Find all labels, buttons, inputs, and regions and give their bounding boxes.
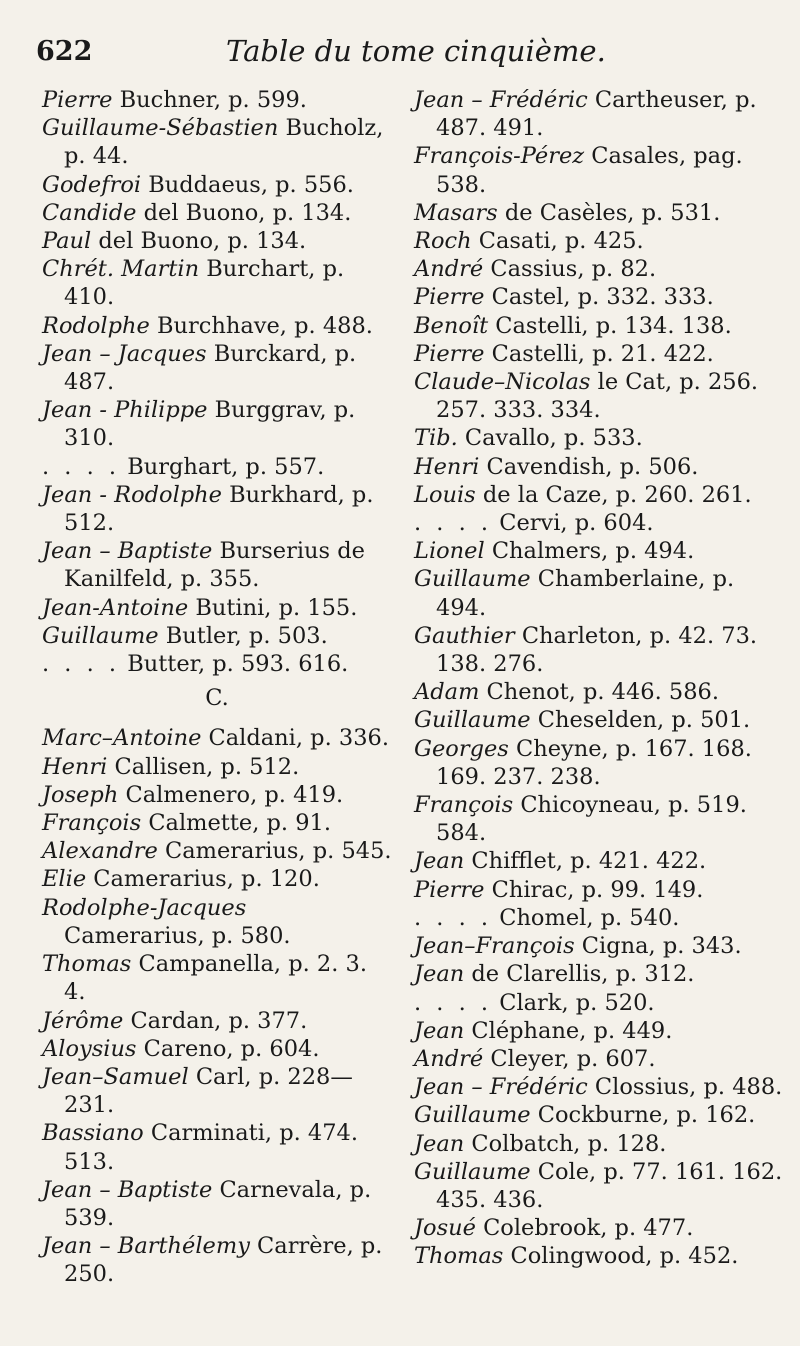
entry-given-name: Jean - Rodolphe (42, 481, 222, 508)
index-entry (414, 1017, 786, 1045)
entry-given-name: François-Pérez (414, 143, 585, 170)
entry-given-name: Guillaume (414, 1102, 531, 1129)
entry-surname-pages: Cleyer, p. 607. (483, 1045, 656, 1072)
index-entry (42, 171, 392, 199)
entry-surname-pages: Burkhard, p. 512. (64, 481, 374, 537)
entry-given-name: Alexandre (42, 838, 158, 865)
entry-surname-pages: Cléphane, p. 449. (464, 1017, 673, 1044)
entry-surname-pages: Callisen, p. 512. (107, 753, 300, 780)
index-entry (42, 809, 392, 837)
entry-surname-pages: Castelli, p. 134. 138. (488, 312, 732, 339)
index-entry (414, 453, 786, 481)
entry-surname-pages: Burggrav, p. 310. (64, 397, 356, 452)
index-entry (414, 481, 786, 509)
entry-surname-pages: Cheyne, p. 167. 168. 169. 237. 238. (436, 735, 752, 790)
entry-given-name: Jean (414, 1017, 465, 1044)
index-entry (414, 1101, 786, 1129)
entry-given-name: Thomas (42, 951, 132, 978)
entry-given-name: Adam (414, 679, 480, 706)
index-entry (42, 650, 392, 678)
index-entry (414, 706, 786, 734)
entry-surname-pages: Butter, p. 593. 616. (120, 651, 349, 678)
index-entry (414, 932, 786, 960)
entry-surname-pages: Chenot, p. 446. 586. (479, 679, 720, 706)
index-entry (414, 989, 786, 1017)
index-entry (42, 837, 392, 865)
entry-given-name: André (414, 1045, 484, 1072)
index-entry (42, 312, 392, 340)
entry-surname-pages: Camerarius, p. 545. (157, 838, 392, 865)
index-entry (414, 142, 786, 198)
index-entry (42, 1035, 392, 1063)
entry-given-name: . . . . (414, 510, 493, 537)
entry-surname-pages: Clark, p. 520. (492, 989, 655, 1016)
index-entry (414, 537, 786, 565)
index-entry (42, 396, 392, 452)
entry-surname-pages: Colingwood, p. 452. (503, 1243, 739, 1270)
index-entry (414, 904, 786, 932)
index-entry (42, 453, 392, 481)
entry-given-name: Guillaume (414, 1158, 531, 1185)
index-column-left (42, 86, 392, 1289)
entry-given-name: Masars (414, 199, 498, 226)
entry-given-name: . . . . (414, 989, 493, 1016)
entry-given-name: Jean – Baptiste (42, 538, 213, 565)
entry-surname-pages: Charleton, p. 42. 73. 138. 276. (436, 622, 758, 678)
entry-given-name: . . . . (414, 904, 493, 931)
entry-given-name: . . . . (42, 453, 121, 480)
entry-surname-pages: Buddaeus, p. 556. (141, 171, 354, 198)
index-entry (42, 865, 392, 893)
index-entry (414, 199, 786, 227)
index-entry (414, 227, 786, 255)
entry-given-name: André (414, 256, 484, 283)
entry-given-name: Pierre (414, 876, 485, 903)
index-entry (414, 283, 786, 311)
entry-given-name: Jean (414, 961, 465, 988)
entry-given-name: Chrét. Martin (42, 256, 200, 283)
entry-given-name: Jérôme (42, 1007, 124, 1034)
entry-surname-pages: Cole, p. 77. 161. 162. 435. 436. (436, 1158, 783, 1213)
index-entry (414, 1045, 786, 1073)
entry-surname-pages: Cheselden, p. 501. (530, 707, 751, 734)
entry-surname-pages: Cartheuser, p. 487. 491. (436, 87, 757, 142)
index-entry (414, 255, 786, 283)
entry-surname-pages: Chamberlaine, p. 494. (436, 566, 735, 621)
entry-surname-pages: Cavallo, p. 533. (457, 425, 643, 452)
index-entry (414, 368, 786, 424)
entry-surname-pages: Calmenero, p. 419. (118, 781, 344, 808)
entry-given-name: Lionel (414, 538, 485, 565)
entry-surname-pages: del Buono, p. 134. (136, 199, 352, 226)
entry-given-name: Elie (42, 866, 87, 893)
entry-surname-pages: Burckard, p. 487. (64, 340, 357, 396)
entry-surname-pages: Colebrook, p. 477. (475, 1215, 694, 1242)
entry-surname-pages: Carl, p. 228—231. (64, 1063, 353, 1119)
index-entry (414, 509, 786, 537)
entry-given-name: Jean–Samuel (42, 1063, 189, 1090)
index-entry (42, 340, 392, 396)
entry-given-name: François (42, 810, 142, 837)
entry-given-name: Jean – Frédéric (414, 1074, 588, 1101)
entry-given-name: Paul (42, 228, 92, 255)
entry-surname-pages: Camerarius, p. 120. (86, 866, 320, 893)
index-entry (42, 753, 392, 781)
entry-surname-pages: Castelli, p. 21. 422. (484, 340, 714, 367)
entry-surname-pages: Carrère, p. 250. (64, 1233, 383, 1288)
index-entry (414, 847, 786, 875)
entry-given-name: Guillaume (414, 566, 531, 593)
entry-surname-pages: Cockburne, p. 162. (530, 1102, 756, 1129)
entry-surname-pages: Cigna, p. 343. (574, 933, 742, 960)
index-entry (414, 1158, 786, 1214)
entry-given-name: Rodolphe (42, 312, 150, 339)
entry-surname-pages: Bucholz, p. 44. (64, 115, 384, 170)
index-entry (414, 622, 786, 678)
index-entry (42, 781, 392, 809)
entry-given-name: Bassiano (42, 1120, 144, 1147)
entry-given-name: Claude–Nicolas (414, 369, 591, 396)
entry-surname-pages: de la Caze, p. 260. 261. (475, 481, 752, 508)
entry-given-name: Jean – Frédéric (414, 87, 588, 113)
entry-surname-pages: Carnevala, p. 539. (64, 1176, 372, 1231)
entry-given-name: François (414, 792, 514, 819)
entry-surname-pages: del Buono, p. 134. (91, 228, 307, 255)
entry-given-name: Jean (414, 1130, 465, 1157)
entry-given-name: Aloysius (42, 1035, 137, 1062)
entry-given-name: Jean-Antoine (42, 594, 189, 621)
entry-surname-pages: Caldani, p. 336. (201, 725, 389, 752)
index-entry (42, 724, 392, 752)
entry-surname-pages: Chifflet, p. 421. 422. (464, 848, 707, 875)
entry-surname-pages: Buchner, p. 599. (112, 87, 307, 113)
index-entry (42, 894, 392, 950)
entry-surname-pages: Butler, p. 503. (158, 622, 328, 649)
index-entry (42, 199, 392, 227)
entry-surname-pages: Clossius, p. 488. (587, 1074, 783, 1101)
entry-given-name: Jean – Jacques (42, 340, 207, 367)
running-title: Table du tome cinquième. (226, 34, 606, 68)
index-entry (42, 481, 392, 537)
entry-given-name: Jean - Philippe (42, 397, 208, 424)
entry-given-name: Rodolphe-Jacques (42, 894, 247, 921)
index-entry (414, 1242, 786, 1270)
index-entry (414, 735, 786, 791)
entry-surname-pages: le Cat, p. 256. 257. 333. 334. (436, 369, 759, 424)
entry-surname-pages: Careno, p. 604. (136, 1035, 320, 1062)
entry-given-name: Joseph (42, 781, 119, 808)
entry-given-name: Jean–François (414, 933, 575, 960)
entry-surname-pages: Cassius, p. 82. (483, 256, 657, 283)
entry-surname-pages: Cervi, p. 604. (492, 510, 654, 537)
index-entry (414, 678, 786, 706)
entry-given-name: Henri (414, 453, 480, 480)
entry-given-name: Godefroi (42, 171, 142, 198)
index-entry (414, 565, 786, 621)
index-entry (42, 950, 392, 1006)
index-entry (42, 86, 392, 114)
entry-surname-pages: Chicoyneau, p. 519. 584. (436, 792, 747, 847)
entry-given-name: Guillaume (42, 622, 159, 649)
entry-surname-pages: de Clarellis, p. 312. (464, 961, 695, 988)
entry-surname-pages: de Casèles, p. 531. (497, 199, 721, 226)
index-entry (414, 1214, 786, 1242)
entry-given-name: Thomas (414, 1243, 504, 1270)
entry-given-name: Pierre (414, 340, 485, 367)
entry-given-name: Louis (414, 481, 476, 508)
entry-given-name: Pierre (414, 284, 485, 311)
index-entry (414, 340, 786, 368)
index-entry (414, 86, 786, 142)
entry-given-name: Benoît (414, 312, 489, 339)
index-entry (42, 114, 392, 170)
index-entry (414, 960, 786, 988)
entry-given-name: Guillaume-Sébastien (42, 115, 279, 142)
index-entry (414, 424, 786, 452)
entry-given-name: Pierre (42, 87, 113, 113)
entry-surname-pages: Camerarius, p. 580. (64, 922, 291, 949)
index-entry (42, 227, 392, 255)
index-entry (42, 622, 392, 650)
index-entry (414, 791, 786, 847)
entry-surname-pages: Cardan, p. 377. (123, 1007, 308, 1034)
entry-surname-pages: Butini, p. 155. (188, 594, 358, 621)
page-number: 622 (36, 36, 93, 67)
entry-given-name: Candide (42, 199, 137, 226)
entry-surname-pages: Burghart, p. 557. (120, 453, 325, 480)
entry-surname-pages: Burserius de Kanilfeld, p. 355. (64, 538, 365, 593)
entry-given-name: . . . . (42, 651, 121, 678)
index-entry (414, 312, 786, 340)
index-entry (42, 594, 392, 622)
index-entry (414, 1130, 786, 1158)
entry-surname-pages: Chirac, p. 99. 149. (484, 876, 704, 903)
index-entry (414, 1073, 786, 1101)
index-entry (42, 255, 392, 311)
index-entry (414, 876, 786, 904)
index-entry (42, 1063, 392, 1119)
entry-surname-pages: Cavendish, p. 506. (479, 453, 699, 480)
index-entry (42, 1007, 392, 1035)
entry-surname-pages: Campanella, p. 2. 3. 4. (64, 951, 367, 1006)
index-column-right (414, 86, 786, 1271)
entry-given-name: Jean (414, 848, 465, 875)
entry-given-name: Jean – Baptiste (42, 1176, 213, 1203)
entry-surname-pages: Casati, p. 425. (471, 228, 644, 255)
entry-surname-pages: Calmette, p. 91. (141, 810, 331, 837)
entry-surname-pages: Castel, p. 332. 333. (484, 284, 714, 311)
index-entry (42, 1119, 392, 1175)
entry-surname-pages: Chalmers, p. 494. (484, 538, 695, 565)
entry-given-name: Josué (414, 1215, 476, 1242)
index-entry (42, 537, 392, 593)
entry-given-name: Marc–Antoine (42, 725, 202, 752)
index-entry (42, 1232, 392, 1288)
entry-surname-pages: Colbatch, p. 128. (464, 1130, 667, 1157)
entry-given-name: Henri (42, 753, 108, 780)
entry-surname-pages: Carminati, p. 474. 513. (64, 1120, 359, 1175)
entry-surname-pages: Casales, pag. 538. (436, 143, 743, 198)
index-entry (42, 1176, 392, 1232)
entry-given-name: Georges (414, 735, 509, 762)
entry-given-name: Roch (414, 228, 472, 255)
entry-surname-pages: Burchhave, p. 488. (149, 312, 373, 339)
entry-given-name: Guillaume (414, 707, 531, 734)
section-heading: C. (205, 685, 229, 712)
entry-given-name: Gauthier (414, 622, 515, 649)
entry-given-name: Jean – Barthélemy (42, 1233, 250, 1260)
entry-surname-pages: Burchart, p. 410. (64, 256, 345, 311)
entry-given-name: Tib. (414, 425, 458, 452)
entry-surname-pages: Chomel, p. 540. (492, 904, 680, 931)
